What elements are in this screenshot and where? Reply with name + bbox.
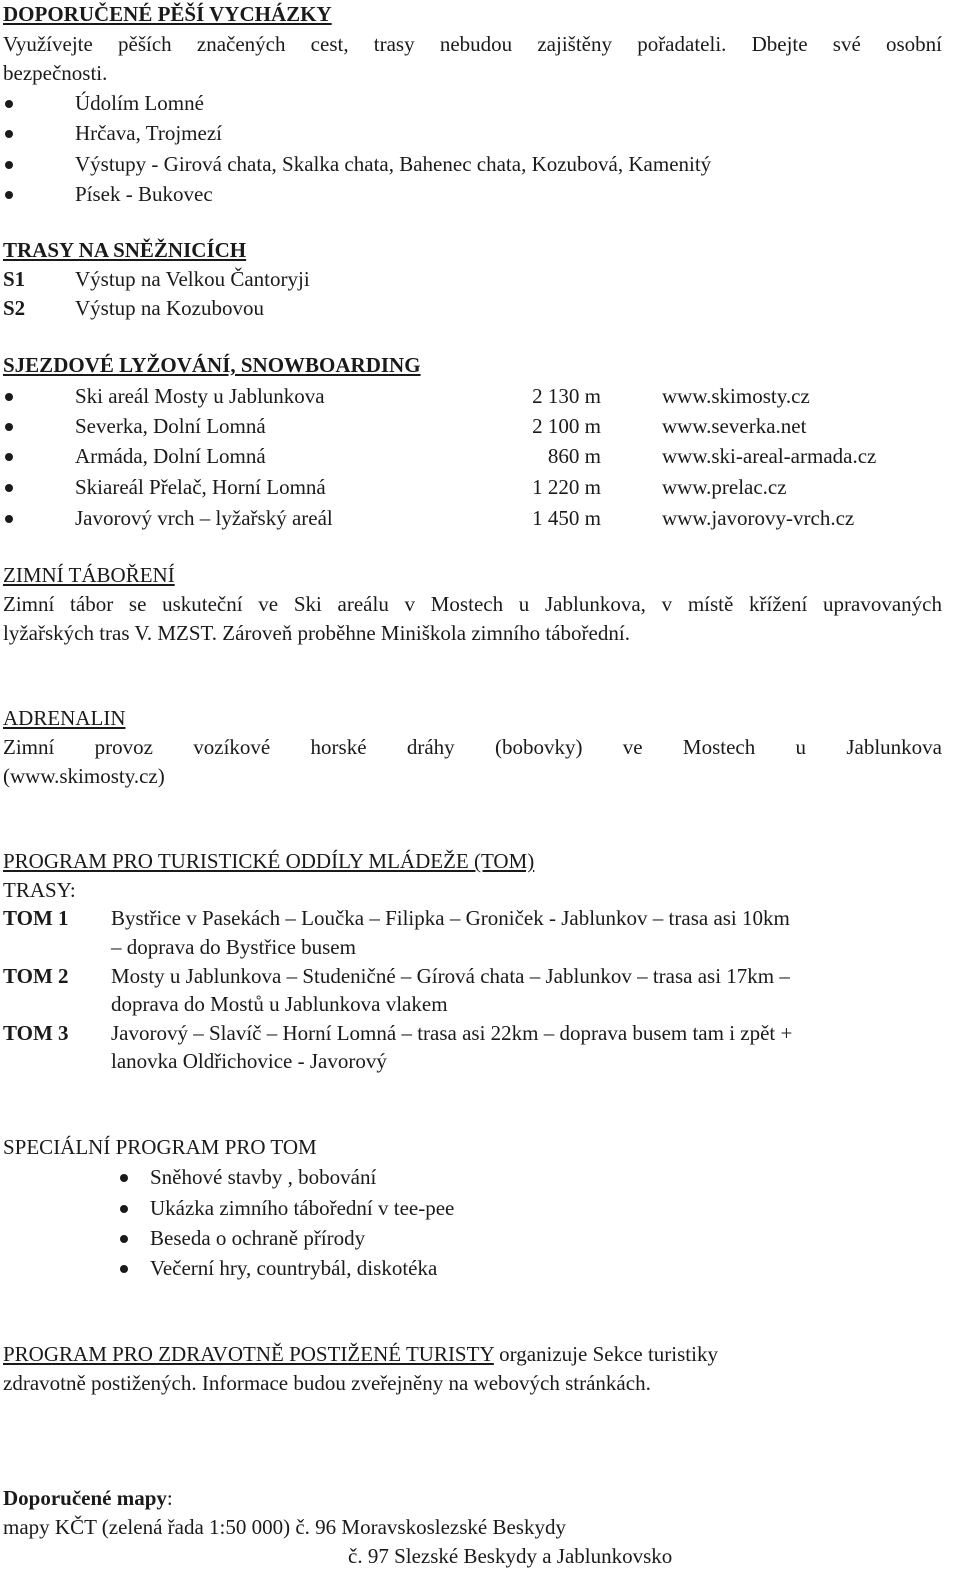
disabled-paragraph-line2: zdravotně postižených. Informace budou zveřejněny na webových stránkách. — [3, 1371, 651, 1395]
adrenalin-line2: (www.skimosty.cz) — [3, 764, 165, 788]
adrenalin-heading: ADRENALIN — [3, 706, 126, 730]
adrenalin-line1: Zimní provoz vozíkové horské dráhy (bobovky) ve Mostech u Jablunkova — [3, 735, 942, 759]
camping-heading: ZIMNÍ TÁBOŘENÍ — [3, 563, 175, 587]
walks-intro-line2: bezpečnosti. — [3, 61, 108, 85]
walk-item: Písek - Bukovec — [3, 180, 942, 208]
bullet-icon — [120, 1205, 128, 1213]
disabled-heading: PROGRAM PRO ZDRAVOTNĚ POSTIŽENÉ TURISTY — [3, 1342, 494, 1366]
maps-heading — [3, 1484, 942, 1512]
bullet-icon — [5, 130, 13, 138]
ski-area-row: Ski areál Mosty u Jablunkova 2 130 m www.skimosty.cz — [3, 382, 942, 410]
bullet-icon — [5, 453, 13, 461]
bullet-icon — [5, 484, 13, 492]
ski-area-row: Armáda, Dolní Lomná 860 m www.ski-areal-armada.cz — [3, 442, 942, 470]
camping-line1: Zimní tábor se uskuteční ve Ski areálu v Mostech u Jablunkova, v místě křížení upravovaných — [3, 592, 942, 616]
ski-area-row: Skiareál Přelač, Horní Lomná 1 220 m www.prelac.cz — [3, 473, 942, 501]
bullet-icon — [5, 515, 13, 523]
tom-route-cont: lanovka Oldřichovice - Javorový — [111, 1049, 387, 1073]
tom-route: TOM 3 Javorový – Slavíč – Horní Lomná – trasa asi 22km – doprava busem tam i zpět + — [3, 1021, 793, 1045]
special-item: Večerní hry, countrybál, diskotéka — [3, 1254, 942, 1282]
bullet-icon — [5, 191, 13, 199]
snowshoe-heading: TRASY NA SNĚŽNICÍCH — [3, 238, 247, 262]
bullet-icon — [120, 1265, 128, 1273]
walks-intro-line1: Využívejte pěších značených cest, trasy nebudou zajištěny pořadateli. Dbejte své osobní — [3, 32, 942, 56]
maps-line2: č. 97 Slezské Beskydy a Jablunkovsko — [348, 1544, 673, 1568]
disabled-text: organizuje Sekce turistiky — [493, 1342, 718, 1366]
snowshoe-route: S1 Výstup na Velkou Čantoryji — [3, 267, 310, 291]
snowshoe-route: S2 Výstup na Kozubovou — [3, 296, 264, 320]
bullet-icon — [5, 100, 13, 108]
tom-route: TOM 1 Bystřice v Pasekách – Loučka – Filipka – Groniček - Jablunkov – trasa asi 10km — [3, 906, 790, 930]
ski-area-row: Javorový vrch – lyžařský areál 1 450 m www.javorovy-vrch.cz — [3, 504, 942, 532]
walk-item: Výstupy - Girová chata, Skalka chata, Bahenec chata, Kozubová, Kamenitý — [3, 150, 942, 178]
tom-heading: PROGRAM PRO TURISTICKÉ ODDÍLY MLÁDEŽE (TOM) — [3, 849, 535, 873]
disabled-paragraph-line1 — [3, 1340, 942, 1368]
bullet-icon — [5, 423, 13, 431]
tom-route-cont: doprava do Mostů u Jablunkova vlakem — [111, 992, 448, 1016]
bullet-icon — [120, 1174, 128, 1182]
tom-route: TOM 2 Mosty u Jablunkova – Studeničné – Gírová chata – Jablunkov – trasa asi 17km – — [3, 964, 790, 988]
special-item: Sněhové stavby , bobování — [3, 1163, 942, 1191]
skiing-heading: SJEZDOVÉ LYŽOVÁNÍ, SNOWBOARDING — [3, 353, 421, 377]
bullet-icon — [120, 1235, 128, 1243]
camping-line2: lyžařských tras V. MZST. Zároveň proběhne Miniškola zimního tábořední. — [3, 621, 630, 645]
tom-route-cont: – doprava do Bystřice busem — [111, 935, 356, 959]
maps-line1: mapy KČT (zelená řada 1:50 000) č. 96 Moravskoslezské Beskydy — [3, 1515, 566, 1539]
tom-subheading: TRASY: — [3, 878, 76, 902]
maps-label: Doporučené mapy — [3, 1486, 167, 1510]
walks-heading: DOPORUČENÉ PĚŠÍ VYCHÁZKY — [3, 2, 332, 26]
bullet-icon — [5, 393, 13, 401]
special-item: Ukázka zimního tábořední v tee-pee — [3, 1194, 942, 1222]
special-heading: SPECIÁLNÍ PROGRAM PRO TOM — [3, 1135, 317, 1159]
bullet-icon — [5, 161, 13, 169]
walk-item: Údolím Lomné — [3, 89, 942, 117]
walk-item: Hrčava, Trojmezí — [3, 119, 942, 147]
special-item: Beseda o ochraně přírody — [3, 1224, 942, 1252]
maps-colon: : — [166, 1486, 173, 1510]
ski-area-row: Severka, Dolní Lomná 2 100 m www.severka.net — [3, 412, 942, 440]
